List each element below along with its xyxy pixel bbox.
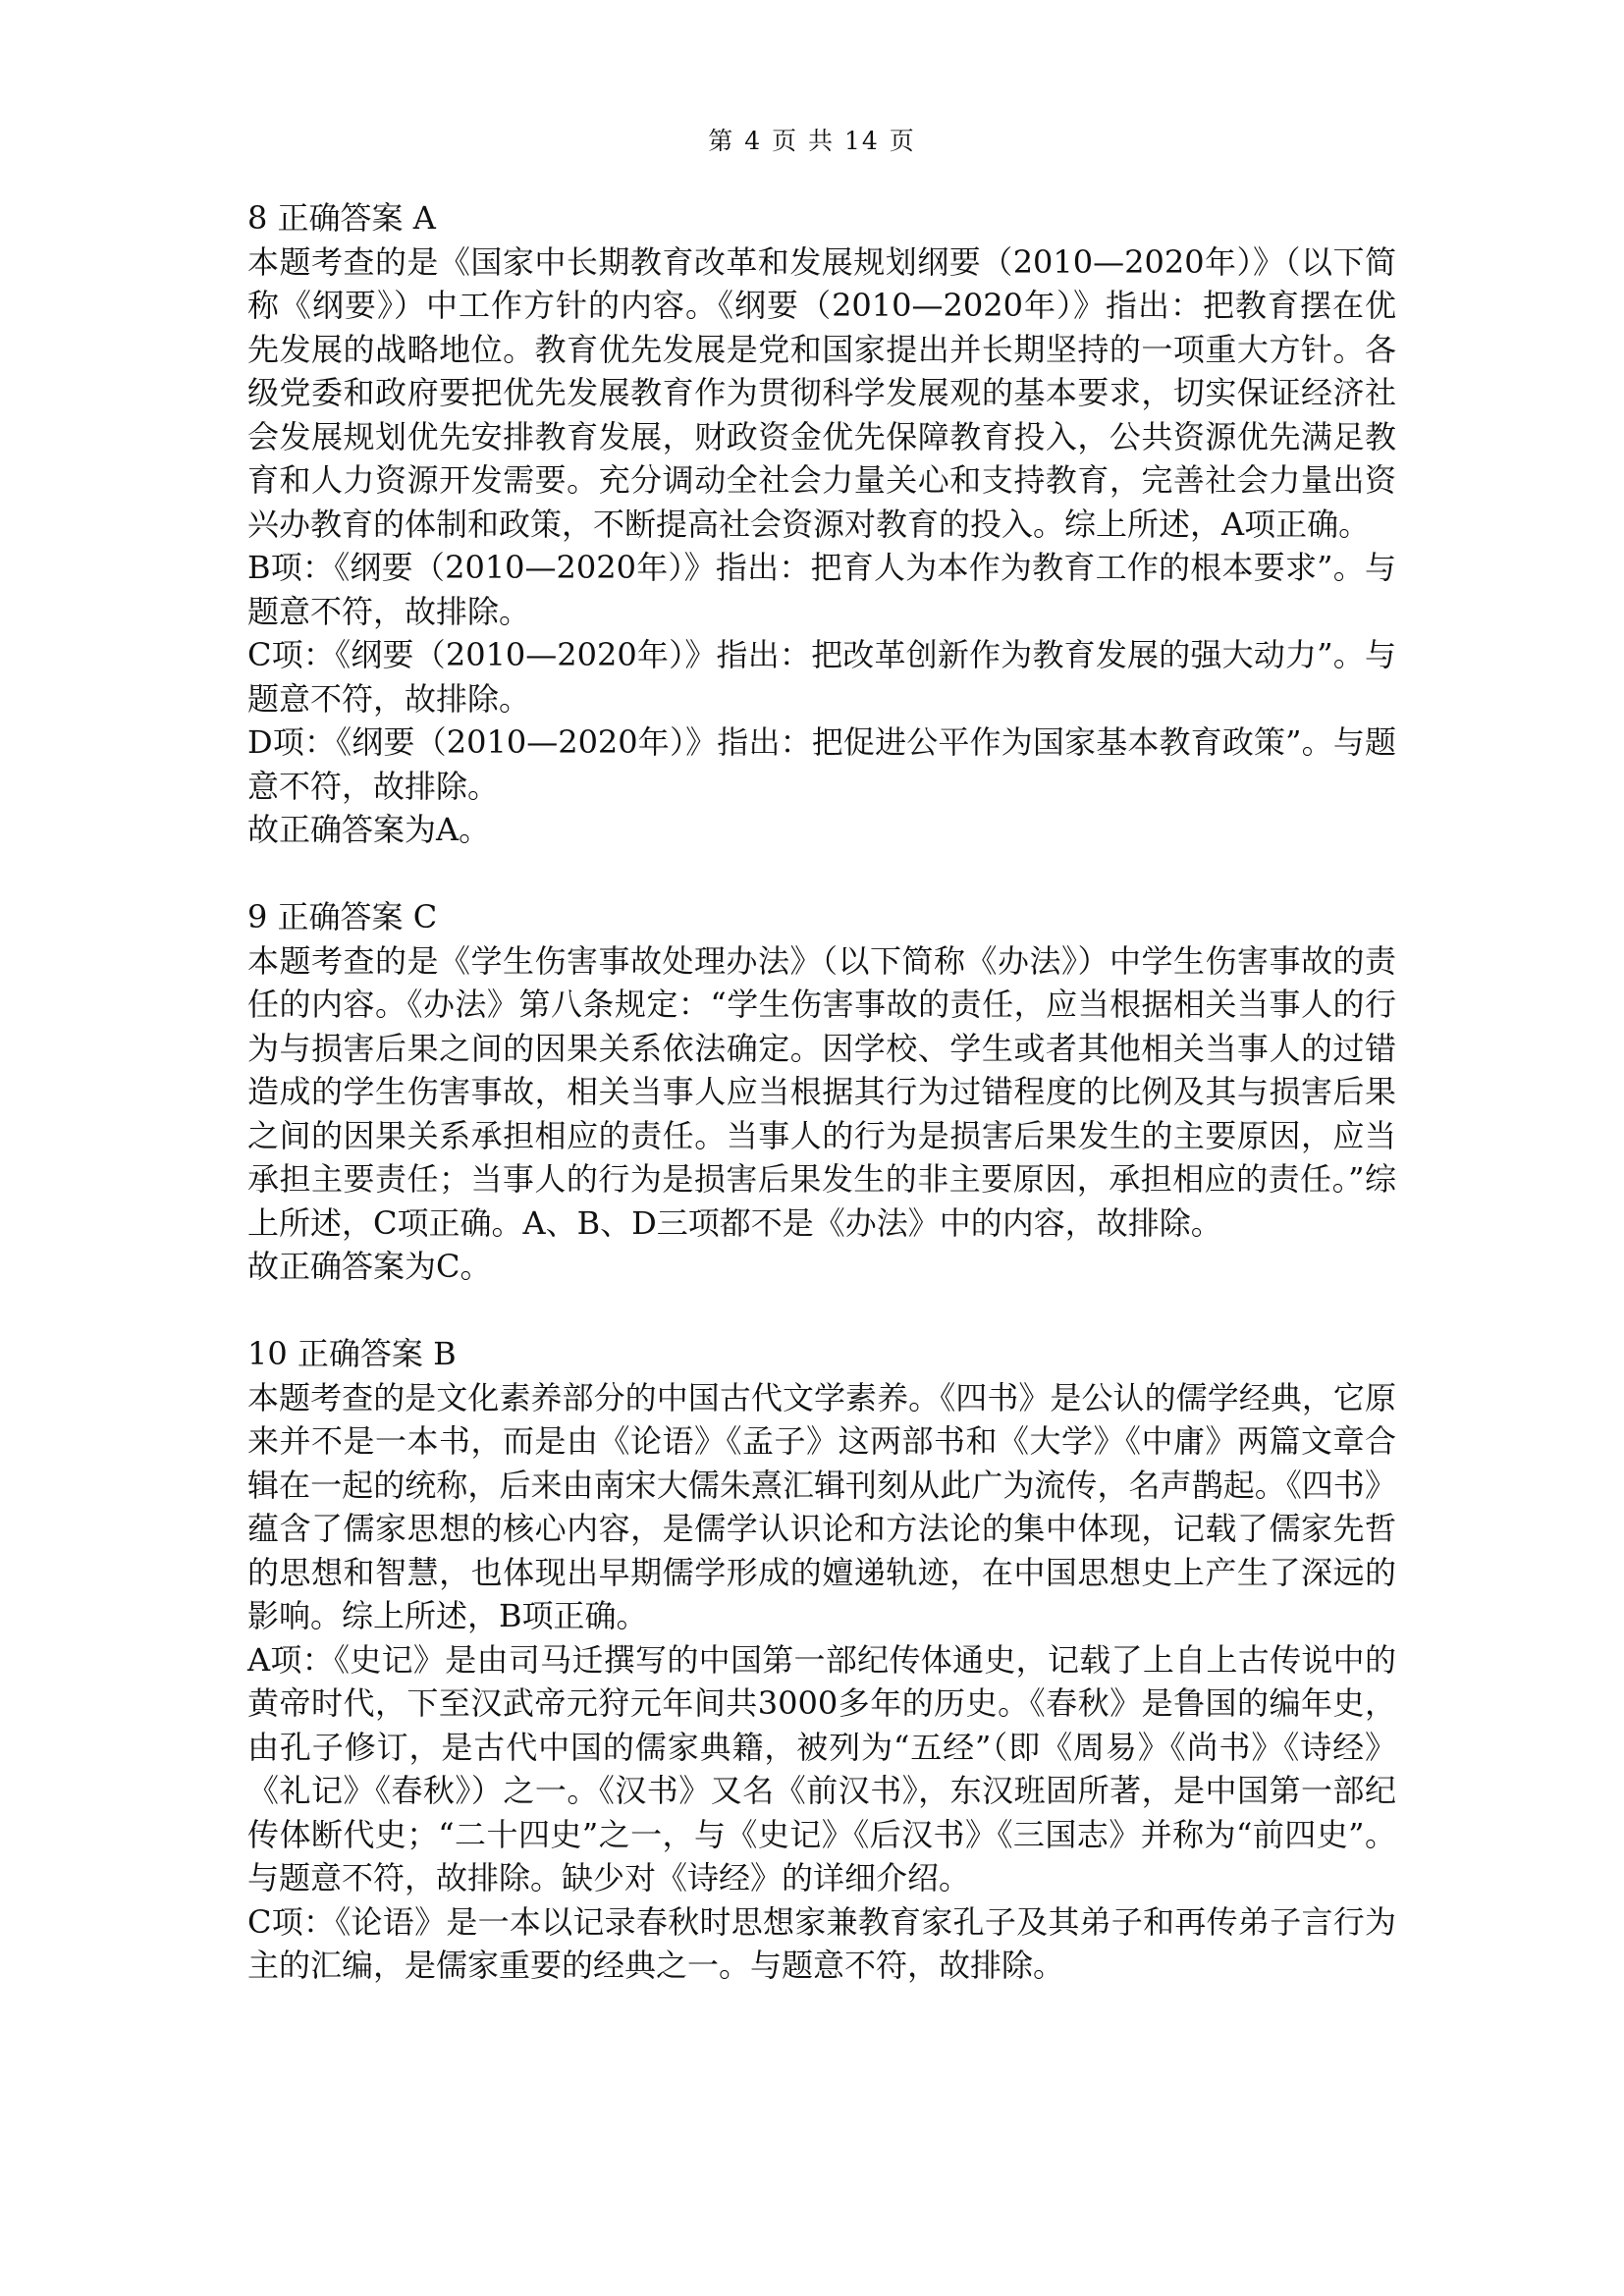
explanation-paragraph: 本题考查的是《国家中长期教育改革和发展规划纲要（2010—2020年）》（以下简称《纲要》）中工作方针的内容。《纲要（2010—2020年）》指出：把教育摆在优先发展的战略地位。教育优先发展是党和国家提出并长期坚持的一项重大方针。各级党委和政府要把优先发展教育作为贯彻科学发展观的基本要求，切实保证经济社会发展规划优先安排教育发展，财政资金优先保障教育投入，公共资源优先满足教育和人力资源开发需要。充分调动全社会力量关心和支持教育，完善社会力量出资兴办教育的体制和政策，不断提高社会资源对教育的投入。综上所述，A项正确。 (247, 242, 1396, 543)
question-8 (247, 196, 1396, 852)
answer-title: 8 正确答案 A (247, 199, 436, 237)
answer-title: 10 正确答案 B (247, 1335, 457, 1372)
option-c-analysis: C项：《论语》是一本以记录春秋时思想家兼教育家孔子及其弟子和再传弟子言行为主的汇编，是儒家重要的经典之一。与题意不符，故排除。 (247, 1902, 1396, 1984)
page-content (247, 196, 1396, 1988)
answer-title: 9 正确答案 C (247, 898, 438, 935)
explanation-paragraph: 本题考查的是文化素养部分的中国古代文学素养。《四书》是公认的儒学经典，它原来并不是一本书，而是由《论语》《孟子》这两部书和《大学》《中庸》两篇文章合辑在一起的统称，后来由南宋大儒朱熹汇辑刊刻从此广为流传，名声鹊起。《四书》蕴含了儒家思想的核心内容，是儒学认识论和方法论的集中体现，记载了儒家先哲的思想和智慧，也体现出早期儒学形成的嬗递轨迹，在中国思想史上产生了深远的影响。综上所述，B项正确。 (247, 1378, 1396, 1634)
question-9 (247, 895, 1396, 1289)
explanation-paragraph: 本题考查的是《学生伤害事故处理办法》（以下简称《办法》）中学生伤害事故的责任的内容。《办法》第八条规定：“学生伤害事故的责任，应当根据相关当事人的行为与损害后果之间的因果关系依法确定。因学校、学生或者其他相关当事人的过错造成的学生伤害事故，相关当事人应当根据其行为过错程度的比例及其与损害后果之间的因果关系承担相应的责任。当事人的行为是损害后果发生的主要原因，应当承担主要责任；当事人的行为是损害后果发生的非主要原因，承担相应的责任。”综上所述，C项正确。A、B、D三项都不是《办法》中的内容，故排除。 (247, 941, 1396, 1242)
page-header: 第 4 页 共 14 页 (708, 127, 916, 155)
final-answer: 故正确答案为C。 (247, 1248, 492, 1285)
question-10 (247, 1332, 1396, 1988)
option-c-analysis: C项：《纲要（2010—2020年）》指出：把改革创新作为教育发展的强大动力”。与题意不符，故排除。 (247, 636, 1396, 718)
final-answer: 故正确答案为A。 (247, 811, 491, 848)
option-d-analysis: D项：《纲要（2010—2020年）》指出：把促进公平作为国家基本教育政策”。与题意不符，故排除。 (247, 723, 1396, 805)
option-b-analysis: B项：《纲要（2010—2020年）》指出：把育人为本作为教育工作的根本要求”。与题意不符，故排除。 (247, 549, 1396, 630)
option-a-analysis: A项：《史记》是由司马迁撰写的中国第一部纪传体通史，记载了上自上古传说中的黄帝时代，下至汉武帝元狩元年间共3000多年的历史。《春秋》是鲁国的编年史，由孔子修订，是古代中国的儒家典籍，被列为“五经”（即《周易》《尚书》《诗经》《礼记》《春秋》）之一。《汉书》又名《前汉书》，东汉班固所著，是中国第一部纪传体断代史；“二十四史”之一，与《史记》《后汉书》《三国志》并称为“前四史”。与题意不符，故排除。缺少对《诗经》的详细介绍。 (247, 1640, 1396, 1896)
